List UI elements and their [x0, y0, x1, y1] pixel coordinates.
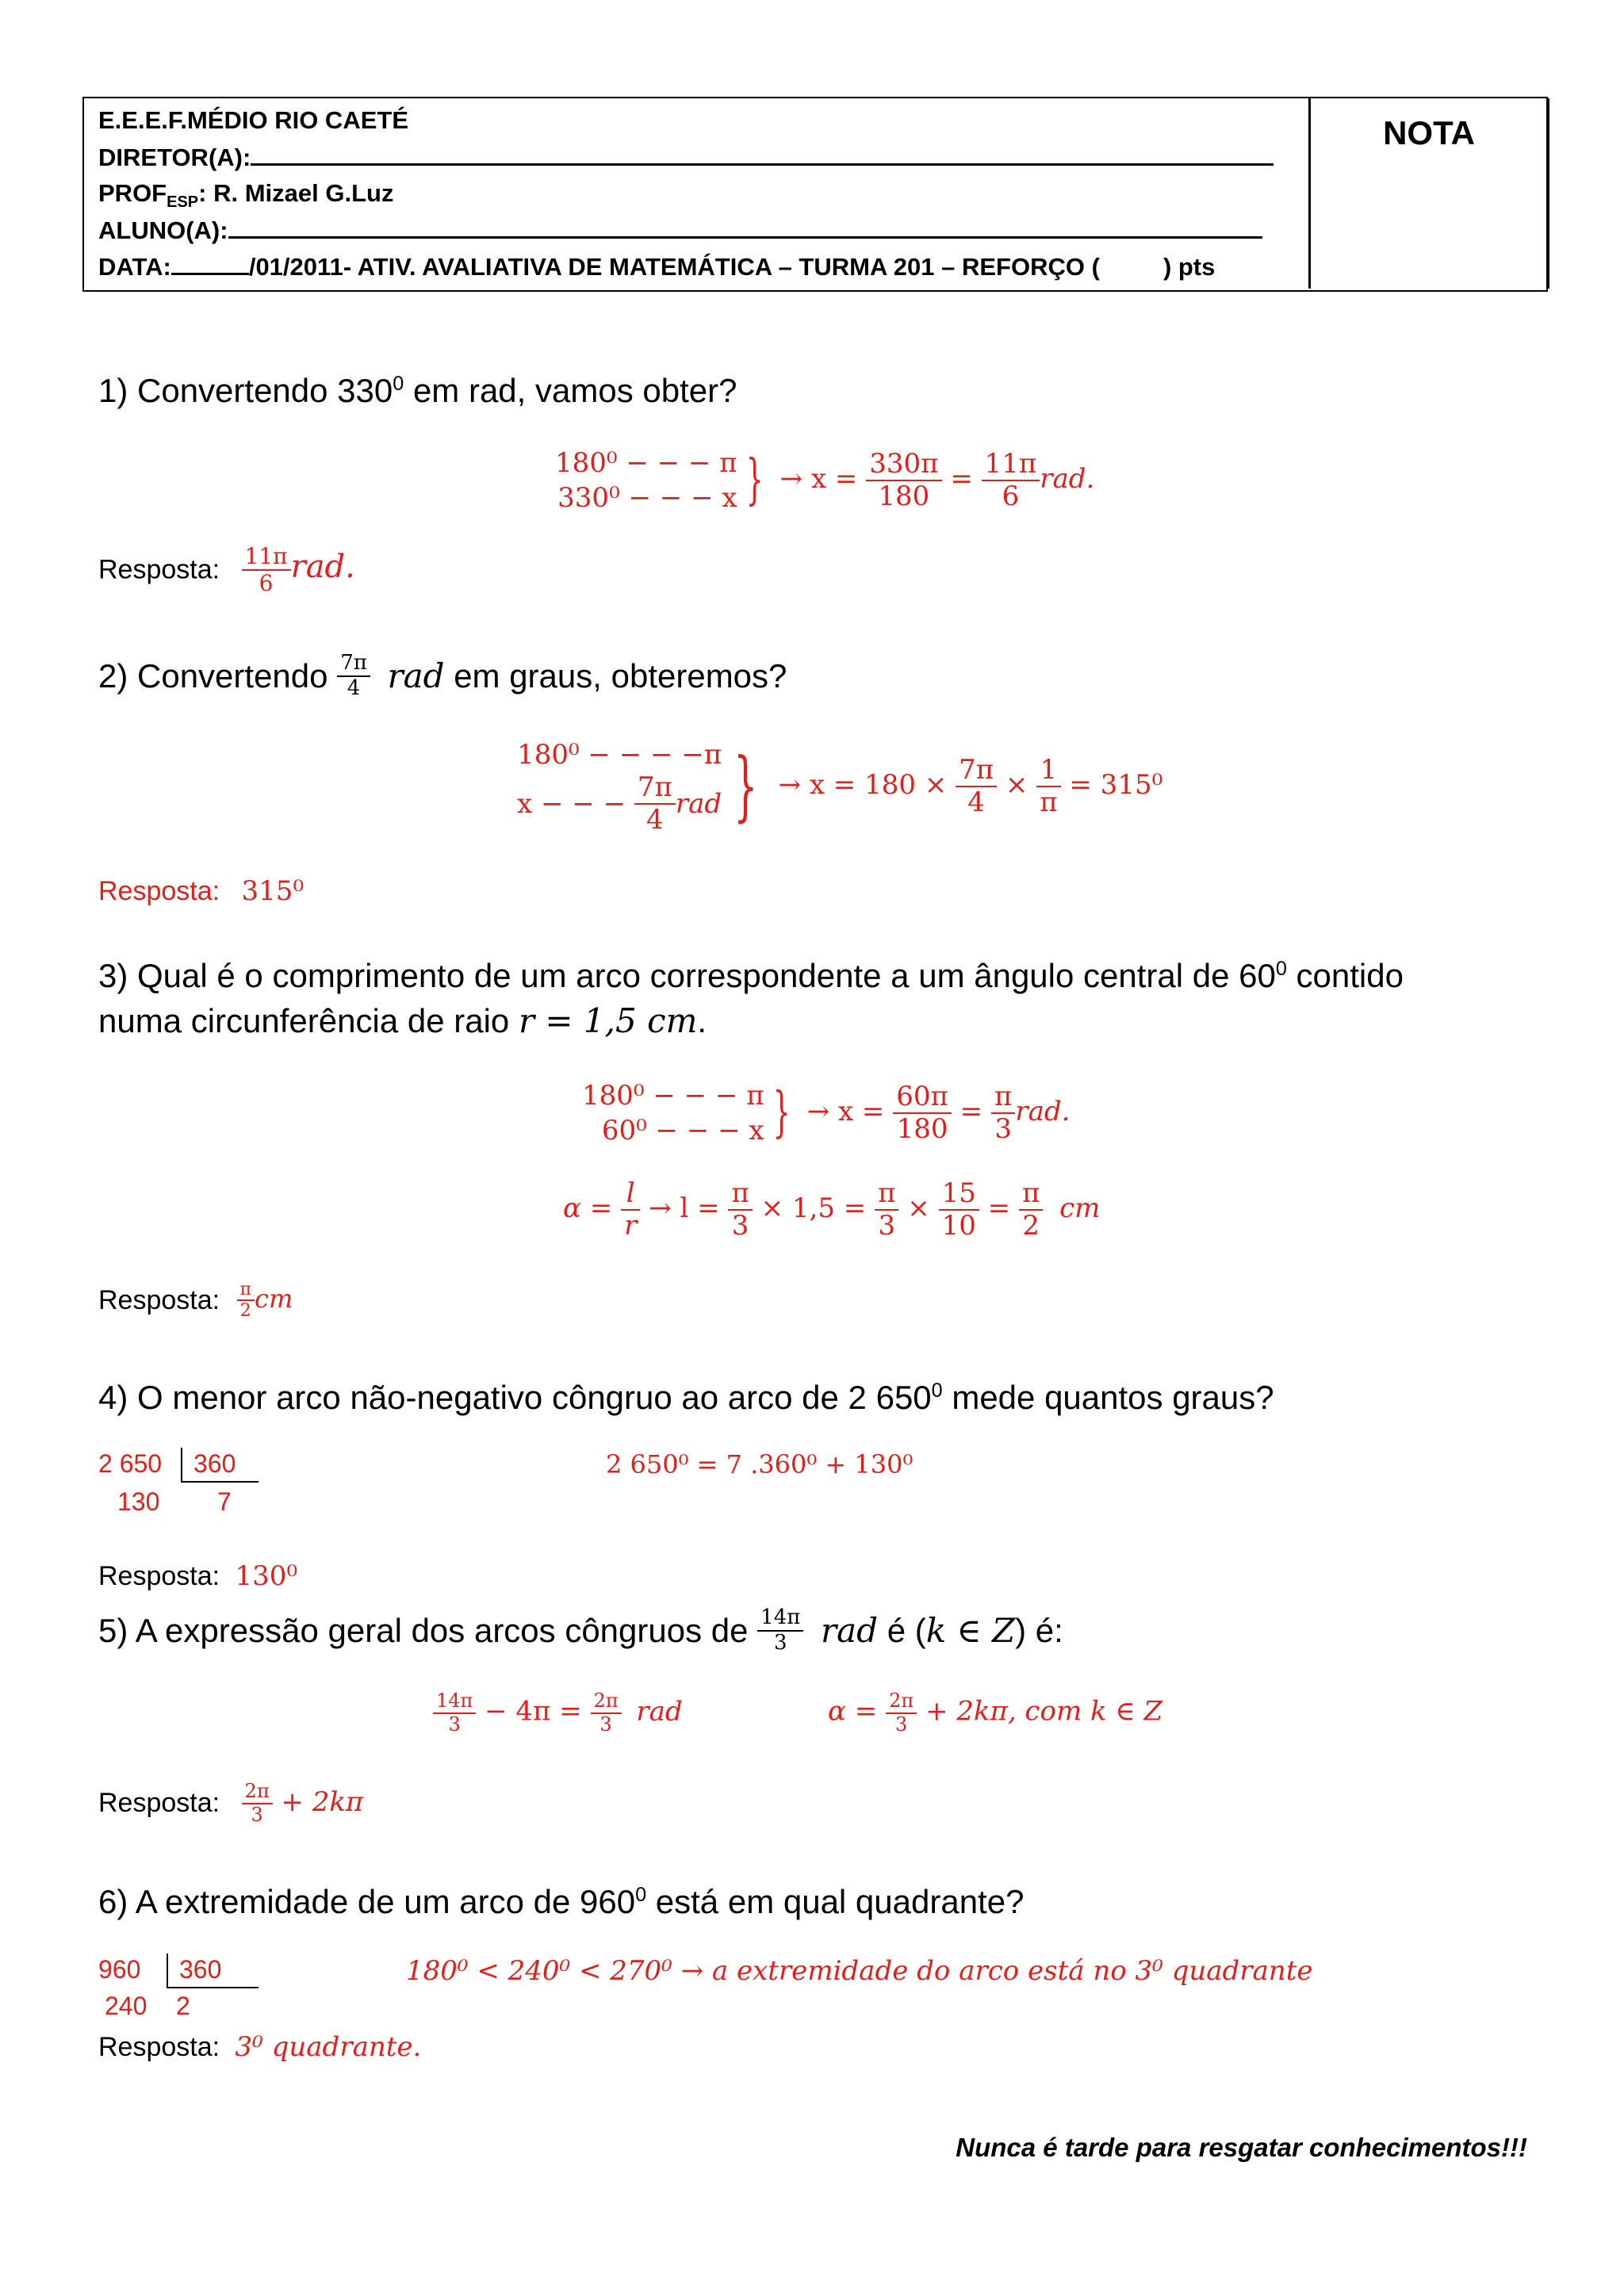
- q4-equation: 2 650⁰ = 7 .360⁰ + 130⁰: [606, 1449, 914, 1479]
- question-5: 5) A expressão geral dos arcos côngruos de $\frac{14\pi}{3}$ rad é (k ∈ Z) é:: [98, 1605, 1063, 1655]
- q5-work-1: $\frac{14\pi}{3}$ − 4π = $\frac{2\pi}{3}$ rad: [433, 1690, 683, 1735]
- grade-label: NOTA: [1383, 114, 1475, 151]
- grade-box: [1308, 98, 1549, 289]
- q3-work-2: α = $\frac{l}{r}$ → l = $\frac{\pi}{3}$ × 1,5 = $\frac{\pi}{3}$ × $\frac{15}{10}$ = $\frac{\pi}{2}$ cm: [563, 1177, 1101, 1242]
- q3-answer: Resposta: $\frac{\pi}{2}$ cm: [98, 1280, 293, 1322]
- q3-work-1: 180⁰ − − − π 60⁰ − − − x } → x = $\frac{60\pi}{180}$ = $\frac{\pi}{3}$ rad.: [582, 1080, 1071, 1147]
- student-line: ALUNO(A):: [98, 214, 1262, 247]
- q4-remainder: 130: [117, 1487, 160, 1516]
- q4-division-bar-vertical: [181, 1448, 182, 1481]
- header-box: [82, 97, 1548, 292]
- school-name: E.E.E.F.MÉDIO RIO CAETÉ: [98, 106, 408, 134]
- q4-answer: Resposta: 130⁰: [98, 1560, 298, 1592]
- footer-motto: Nunca é tarde para resgatar conhecimentos!!!: [956, 2133, 1527, 2162]
- q4-dividend: 2 650: [98, 1449, 163, 1478]
- question-2: 2) Convertendo $\frac{7\pi}{4}$ rad em graus, obteremos?: [98, 651, 787, 700]
- q5-work-2: α = $\frac{2\pi}{3}$ + 2kπ, com k ∈ Z: [828, 1689, 1162, 1735]
- q1-work: 180⁰ − − − π 330⁰ − − − x } → x = $\frac{330\pi}{180}$ = $\frac{11\pi}{6}$ rad.: [555, 447, 1095, 515]
- q6-remainder: 240: [105, 1992, 147, 2020]
- q4-divisor: 360: [193, 1449, 236, 1478]
- q1-answer: Resposta: $\frac{11\pi}{6}$ rad.: [98, 543, 355, 597]
- q4-division-bar-horizontal: [181, 1481, 259, 1483]
- q6-divisor: 360: [179, 1955, 222, 1984]
- q6-quotient: 2: [176, 1992, 190, 2020]
- q2-answer: Resposta: 315⁰: [98, 875, 304, 907]
- q5-answer: Resposta: $\frac{2\pi}{3}$ + 2kπ: [98, 1780, 364, 1826]
- q2-work: 180⁰ − − − −π x − − − $\frac{7\pi}{4}$ rad } → x = 180 × $\frac{7\pi}{4}$ × $\frac{1}{\pi}$ = 315⁰: [517, 739, 1163, 836]
- question-1: 1) Convertendo $330^0$ em rad, vamos obter?: [98, 372, 737, 409]
- question-6: 6) A extremidade de um arco de $960^0$ está em qual quadrante?: [98, 1883, 1025, 1920]
- question-3: 3) Qual é o comprimento de um arco correspondente a um ângulo central de $60^0$ contido: [98, 957, 1404, 994]
- date-line: DATA: /01/2011- ATIV. AVALIATIVA DE MATEMÁTICA – TURMA 201 – REFORÇO ( ) pts: [98, 251, 1215, 283]
- q6-statement: 180⁰ < 240⁰ < 270⁰ → a extremidade do arco está no 3⁰ quadrante: [406, 1955, 1313, 1987]
- header-info: [84, 98, 1308, 290]
- director-line: DIRETOR(A):: [98, 141, 1274, 174]
- q6-division-bar-horizontal: [167, 1987, 259, 1988]
- q6-dividend: 960: [98, 1955, 141, 1984]
- q6-division-bar-vertical: [167, 1954, 168, 1987]
- q4-quotient: 7: [217, 1487, 232, 1516]
- question-4: 4) O menor arco não-negativo côngruo ao arco de 2 $650^0$ mede quantos graus?: [98, 1379, 1274, 1416]
- q6-answer: Resposta: 3⁰ quadrante.: [98, 2031, 422, 2063]
- teacher-line: $PROF_{ESP}$: R. Mizael G.Luz: [98, 179, 394, 212]
- question-3-line-2: numa circunferência de raio r = 1,5 cm.: [98, 1001, 707, 1040]
